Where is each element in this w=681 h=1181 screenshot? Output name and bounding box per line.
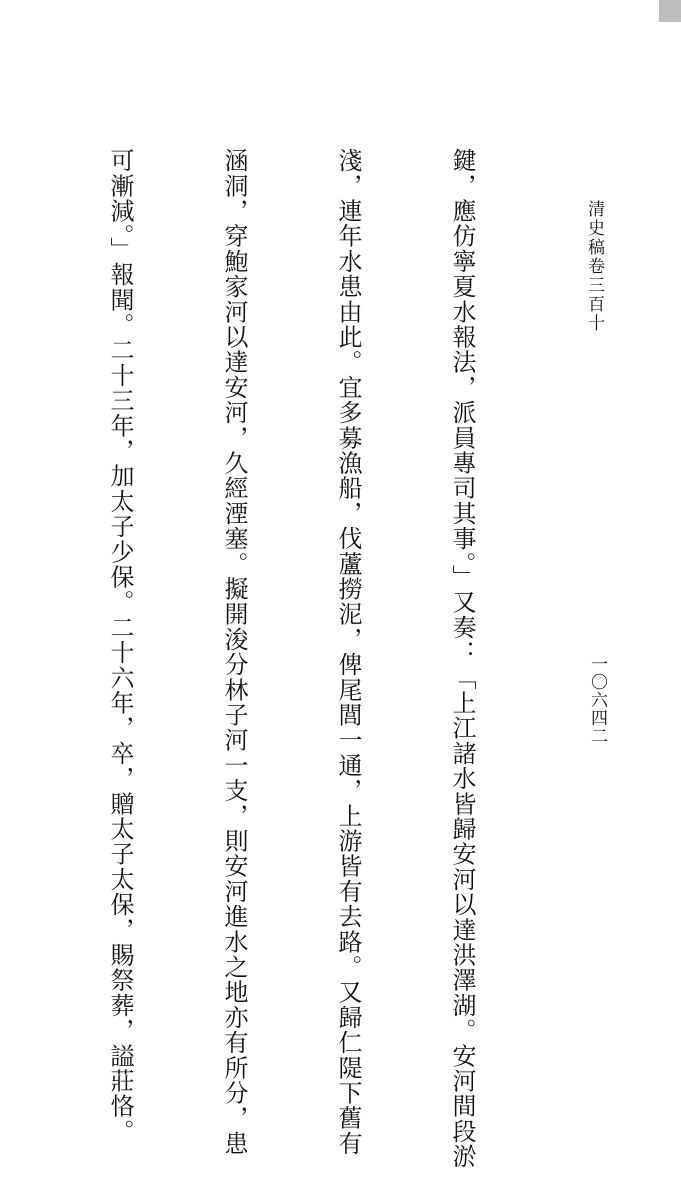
- biography-line: 淺，連年水患由此。宜多募漁船，伐蘆撈泥，俾尾閭一通，上游皆有去路。又歸仁隄下舊有: [334, 148, 362, 1156]
- biography-line: 鍵，應仿寧夏水報法，派員專司其事。」又奏：「上江諸水皆歸安河以達洪澤湖。安河間段淤: [448, 148, 476, 1170]
- biography-line: 可漸減。」報聞。二十三年，加太子少保。二十六年，卒，贈太子太保，賜祭葬，謚莊恪。: [106, 148, 134, 1144]
- page-number: 一〇六四二: [587, 655, 607, 745]
- page-corner-mark: [659, 0, 681, 22]
- biography-line: 涵洞，穿鮑家河以達安河，久經湮塞。擬開浚分林子河一支，則安河進水之地亦有所分，患: [220, 148, 248, 1156]
- main-text: [0, 148, 557, 1170]
- book-title: 清史稿卷三百十: [584, 200, 604, 333]
